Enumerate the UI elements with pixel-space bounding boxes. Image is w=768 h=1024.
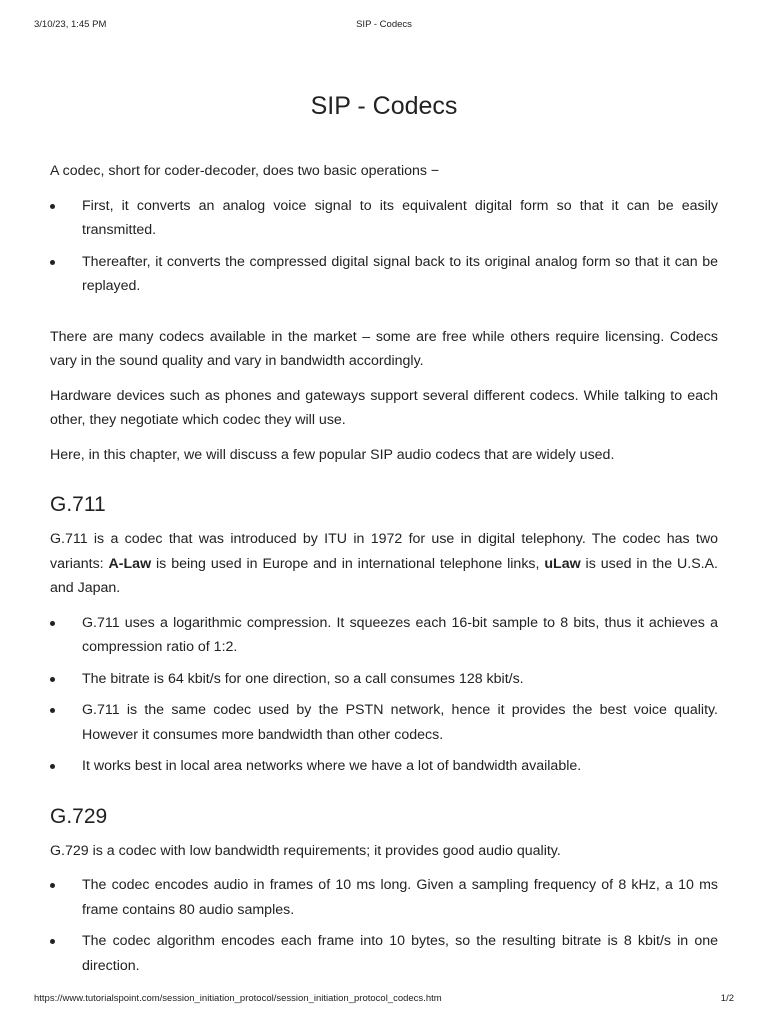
list-item bbox=[50, 698, 718, 747]
bullet-icon bbox=[50, 708, 55, 713]
list-item bbox=[50, 194, 718, 243]
list-item bbox=[50, 929, 718, 978]
ulaw-term: uLaw bbox=[544, 555, 581, 572]
print-header bbox=[34, 19, 734, 31]
list-item bbox=[50, 873, 718, 922]
print-datetime: 3/10/23, 1:45 PM bbox=[34, 19, 107, 30]
list-item-text: The codec encodes audio in frames of 10 ms long. Given a sampling frequency of 8 kHz, a 10 ms frame contains 80 audio samples. bbox=[82, 877, 718, 918]
print-footer bbox=[34, 993, 734, 1005]
bullet-icon bbox=[50, 621, 55, 626]
g711-description: G.711 is a codec that was introduced by ITU in 1972 for use in digital telephony. The codec has two variants: A-Law is being used in Europe and in international telephone links, uLaw is used in the U.S.A. and Japan. bbox=[50, 531, 718, 596]
g729-bullet-list bbox=[50, 873, 718, 978]
list-item bbox=[50, 754, 718, 779]
list-item-text: G.711 uses a logarithmic compression. It squeezes each 16-bit sample to 8 bits, thus it achieves a compression ratio of 1:2. bbox=[82, 614, 718, 655]
list-item-text: The codec algorithm encodes each frame into 10 bytes, so the resulting bitrate is 8 kbit/s in one direction. bbox=[82, 933, 718, 974]
page-url: https://www.tutorialspoint.com/session_initiation_protocol/session_initiation_protocol_codecs.htm bbox=[34, 993, 442, 1004]
g711-bullet-list bbox=[50, 611, 718, 779]
list-item bbox=[50, 250, 718, 299]
g729-description: G.729 is a codec with low bandwidth requirements; it provides good audio quality. bbox=[50, 842, 561, 859]
print-doc-title: SIP - Codecs bbox=[356, 19, 412, 30]
bullet-icon bbox=[50, 939, 55, 944]
page-number: 1/2 bbox=[720, 993, 734, 1004]
bullet-icon bbox=[50, 764, 55, 769]
list-item-text: First, it converts an analog voice signal to its equivalent digital form so that it can be easily transmitted. bbox=[82, 197, 718, 238]
paragraph-chapter-intro: Here, in this chapter, we will discuss a few popular SIP audio codecs that are widely used. bbox=[50, 446, 615, 463]
bullet-icon bbox=[50, 260, 55, 265]
list-item-text: The bitrate is 64 kbit/s for one direction, so a call consumes 128 kbit/s. bbox=[82, 670, 524, 687]
bullet-icon bbox=[50, 204, 55, 209]
list-item-text: G.711 is the same codec used by the PSTN network, hence it provides the best voice quality. However it consumes more bandwidth than other codecs. bbox=[82, 702, 718, 743]
bullet-icon bbox=[50, 883, 55, 888]
paragraph-codecs-market: There are many codecs available in the market – some are free while others require licensing. Codecs vary in the sound quality and vary in bandwidth accordingly. bbox=[50, 328, 718, 369]
intro-bullet-list bbox=[50, 194, 718, 299]
section-heading-g711: G.711 bbox=[50, 493, 106, 516]
alaw-term: A-Law bbox=[108, 555, 152, 572]
section-heading-g729: G.729 bbox=[50, 804, 108, 828]
list-item bbox=[50, 611, 718, 660]
list-item-text: Thereafter, it converts the compressed digital signal back to its original analog form so that it can be replayed. bbox=[82, 253, 718, 294]
paragraph-hardware-devices: Hardware devices such as phones and gateways support several different codecs. While talking to each other, they negotiate which codec they will use. bbox=[50, 387, 718, 428]
page-title: SIP - Codecs bbox=[310, 92, 458, 120]
list-item bbox=[50, 667, 718, 692]
list-item-text: It works best in local area networks where we have a lot of bandwidth available. bbox=[82, 758, 582, 774]
intro-paragraph: A codec, short for coder-decoder, does two basic operations − bbox=[50, 163, 440, 179]
bullet-icon bbox=[50, 677, 55, 682]
article bbox=[50, 84, 718, 988]
